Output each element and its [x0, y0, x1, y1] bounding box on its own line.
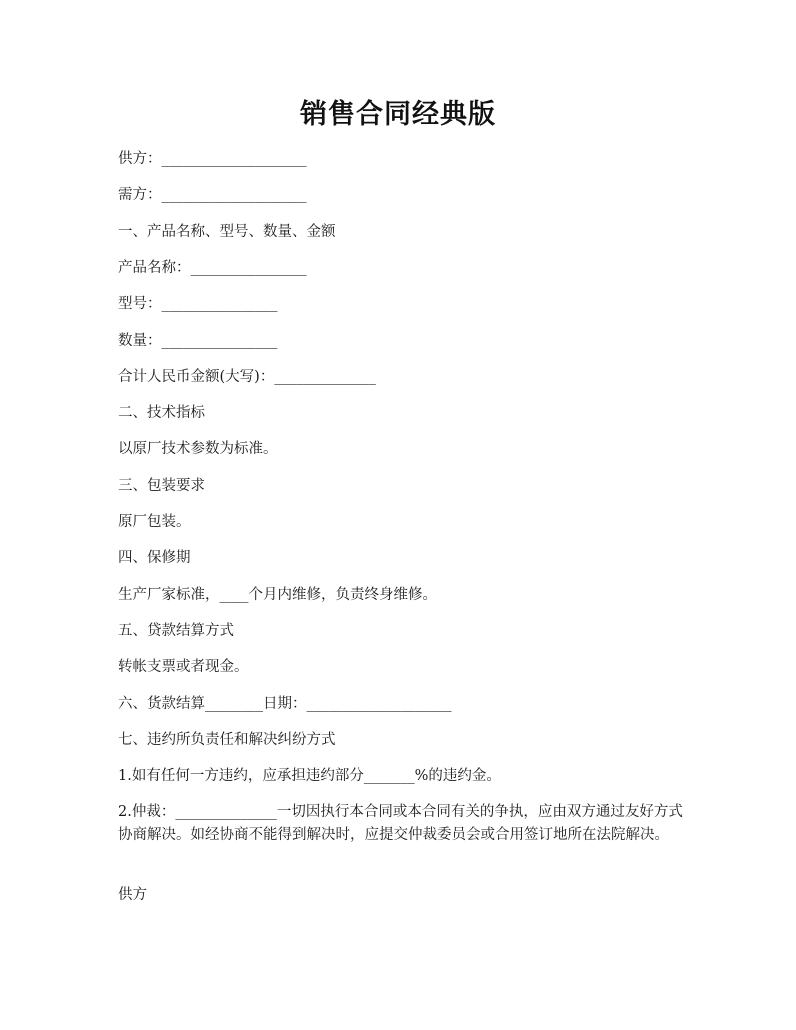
section-5-heading: 五、贷款结算方式	[118, 623, 234, 639]
clause-2-text: 2.仲裁：______________一切因执行本合同或本合同有关的争执，应由双方通过友好方式协商解决。如经协商不能得到解决时，应提交仲裁委员会或合用签订地所在法院解决。	[118, 804, 683, 843]
section-1-heading: 一、产品名称、型号、数量、金额	[118, 224, 336, 240]
document-title: 销售合同经典版	[300, 99, 496, 130]
section-7-heading: 七、违约所负责任和解决纠纷方式	[118, 732, 336, 748]
section-2-heading: 二、技术指标	[118, 405, 205, 421]
technical-spec-text: 以原厂技术参数为标准。	[118, 441, 278, 457]
section-4-heading: 四、保修期	[118, 550, 191, 566]
section-3-heading: 三、包装要求	[118, 478, 205, 494]
section-6-heading: 六、货款结算________日期：____________________	[118, 696, 452, 712]
clause-1-text: 1.如有任何一方违约，应承担违约部分_______%的违约金。	[118, 768, 501, 784]
packaging-text: 原厂包装。	[118, 514, 191, 530]
warranty-text: 生产厂家标准，____个月内维修，负责终身维修。	[118, 587, 437, 603]
total-amount-line: 合计人民币金额(大写)：______________	[118, 369, 376, 385]
model-line: 型号：________________	[118, 296, 278, 312]
buyer-line: 需方：____________________	[118, 187, 307, 203]
quantity-line: 数量：________________	[118, 333, 278, 349]
supplier-signature-label: 供方	[118, 887, 147, 903]
supplier-line: 供方：____________________	[118, 151, 307, 167]
product-name-line: 产品名称：________________	[118, 260, 307, 276]
payment-method-text: 转帐支票或者现金。	[118, 659, 249, 675]
